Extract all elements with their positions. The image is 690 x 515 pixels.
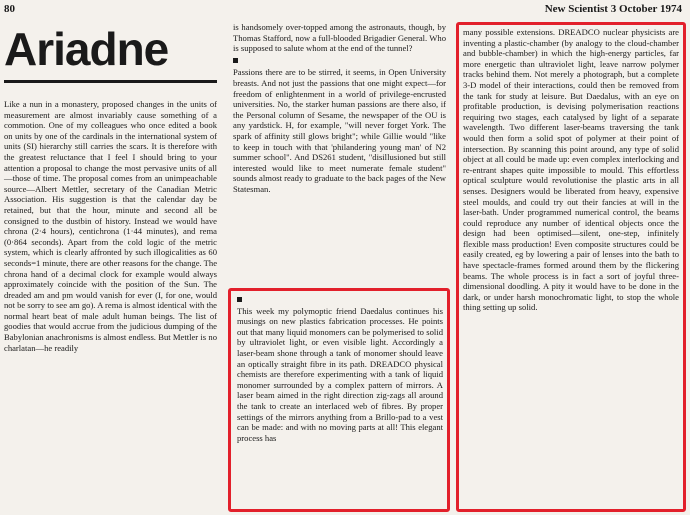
column-2-para-2: Passions there are to be stirred, it seems, in Open University breasts. And not just the passions that one might expect—for freedom of enlightenment in a world of privilege-encrusted universities. No, the starker human passions are there also, if the Personal column of Sesame, the newspaper of the OU is any yardstick. H, for example, "will never forget York. The spark of affinity still glows bright"; while Gillie would "like to keep in touch with that 'philandering young man' of N2 summer school". And DS261 student, "disillusioned but still interested would like to meet numerate female student" sounds almost ready to graduate to the back pages of the New Statesman.: [233, 67, 446, 194]
running-head: New Scientist 3 October 1974: [544, 3, 682, 15]
column-2-para-3: This week my polymoptic friend Daedalus continues his musings on new plastics fabrication processes. He points out that many liquid monomers can be polymerised to solid by ultraviolet light, or even visible light. Accordingly a laser-beam shone through a tank of monomer should leave an optically straight fibre in its path. DREADCO physical chemists are therefore experimenting with a tank of liquid monomer surrounded by a complex pattern of mirrors. A laser beam aimed in the right direction zig-zags all around the tank to create an interlaced web of fibres. By proper settings of the mirrors anything from a Brillo-pad to a vest can be made: and with no moving parts at all! This elegant process has: [237, 305, 443, 443]
section-marker-square: [237, 297, 242, 302]
page-header: [0, 0, 690, 18]
column-3-body: many possible extensions. DREADCO nuclear physicists are inventing a plastic-chamber (by analogy to the cloud-chamber and bubble-chamber) in which the high-energy particles, far more energetic than ultraviolet light, leave narrow polymer tracks behind them. Not merely a photograph, but a complete 3-D model of their interactions, could then be removed from the tank for study at leisure. But Daedalus, with an eye on profitable production, is devising polymerisation reactions requiring two stages, each catalysed by light of a separate wavelength. Two different laser-beams traversing the tank would then form a solid spot of polymer at their point of intersection. By scanning this point around, any type of solid object at all could be made up: even complex interlocking and re-entrant shapes quite impossible to mould. This effortless optical sculpture would revolutionise the plastic arts in all senses. Designers would be liberated from heavy, expensive steel moulds, and could try out their fancies at will in the laser-bath. Under programmed numerical control, the beams could reproduce any number of identical objects once the design had been optimised—silent, one-step, infinitely flexible mass production! Even composite structures could be easily created, eg by lowering a pair of lenses into the bath to have spectacle-frames formed around them by the flickering beams. The whole process is in fact a sort of joyful three-dimensional doodling. A pity it would have to be done in the dark, or under harsh monochromatic light, to stop the whole thing setting up solid.: [463, 27, 679, 313]
highlight-box-daedalus-continued: [456, 22, 686, 512]
highlight-box-daedalus-start: [228, 288, 450, 512]
column-1-body: Like a nun in a monastery, proposed changes in the units of measurement are almost invariably cause something of a commotion. One of my colleagues who once edited a book on units by one of the cardinals in the international system of units (SI) hierarchy still carries the scars. It is therefore with the greatest reluctance that I feel I should bring to your attention a proposal to change the most pervasive units of all—those of time. The proposal comes from an unimpeachable source—Albert Mettler, secretary of the Canadian Metric Association. His suggestion is that the calendar day be retained, but that the hour, minute and second all be consigned to the dustbin of history. Instead we would have chrona (2·4 hours), centichrona (1·44 minutes), and rema (0·864 seconds). Apart from the cold logic of the metric system, which is clearly affronted by such illogicalities as 60 seconds=1 minute, there are other reasons for the change. The chrona hand of a decimal clock for example would always approximately coincide with the position of the Sun. The dreaded am and pm would vanish for ever (I, for one, would not be sorry to see am go). A rema is almost identical with the normal heart beat of male adult human beings. The list of goodies that would accrue from the judicious dumping of the Babylonian anachronisms is almost endless. But Mettler is no charlatan—he readily: [4, 99, 218, 353]
column-2: [233, 22, 446, 195]
column-title: Ariadne: [4, 23, 169, 75]
section-marker-square: [233, 58, 238, 63]
column-2-para-1: is handsomely over-topped among the astronauts, though, by Thomas Stafford, now a full-blooded Brigadier General. Who is supposed to salute whom at the end of the tunnel?: [233, 22, 446, 54]
column-1: [4, 22, 217, 353]
title-rule: [4, 80, 217, 83]
page-number: 80: [4, 3, 15, 15]
daedalus-text-continued: [459, 25, 683, 313]
daedalus-text-start: [231, 291, 447, 443]
